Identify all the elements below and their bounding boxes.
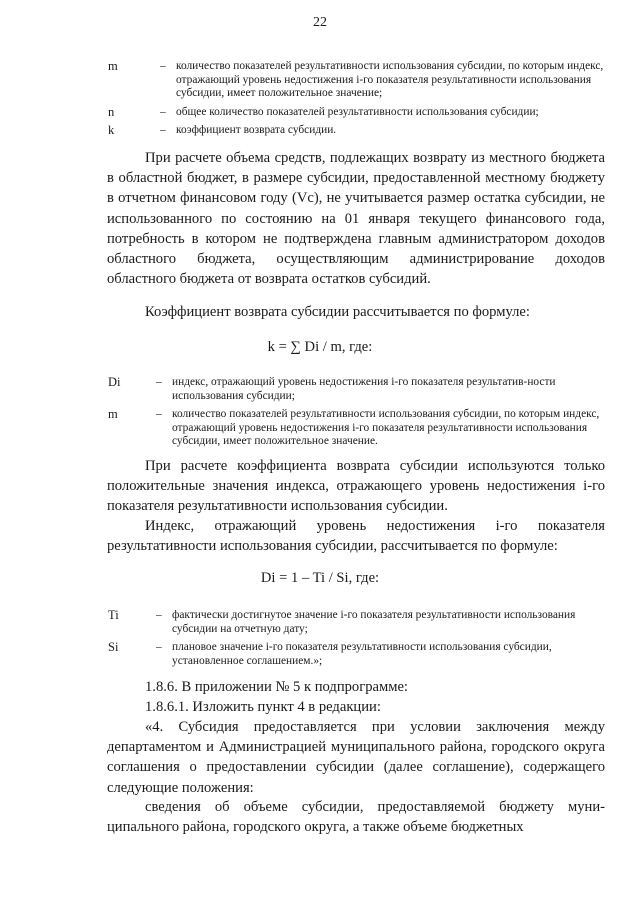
formula-d: Di = 1 – Ti / Si, где: [260, 570, 380, 586]
definition-text: плановое значение i-го показателя результативности использования субсидии, установленное соглашением.»; [172, 641, 552, 667]
definition-ti [108, 609, 608, 636]
paragraph-4 [107, 717, 605, 798]
definition-text: общее количество показателей результативности использования субсидии; [176, 106, 539, 118]
paragraph-return-text: При расчете объема средств, подлежащих возврату из местного бюджета в областной бюджет, в размере субсидии, предоставленной местному бюджету в отчетном финансовом году (Vс), не учитывается размер остатка субсидии, не использованного по состоянию на 01 января текущего финансового года, потребность в котором не подтверждена главным администратором доходов областного бюджета, осуществляющим администрирование доходов областного бюджета от возврата остатков субсидий. [107, 150, 605, 288]
definition-di [108, 376, 608, 403]
definition-symbol: n [108, 105, 115, 119]
definition-text: индекс, отражающий уровень недостижения i-го показателя результатив-ности использования субсидии; [172, 376, 556, 402]
definition-text: фактически достигнутое значение i-го показателя результативности использования субсидии на отчетную дату; [172, 609, 576, 635]
definition-symbol: k [108, 123, 115, 137]
definition-n [108, 106, 608, 120]
definition-k [108, 124, 608, 138]
formula-k: k = ∑ Di / m, где: [267, 339, 373, 355]
definition-dash: – [156, 408, 162, 420]
item-1-8-6 [107, 677, 605, 697]
paragraph-4-text: «4. Субсидия предоставляется при условии заключения между департаментом и Администрацией муниципального района, городского округа соглашения о предоставлении субсидии (далее соглашение), содержащего следующие положения: [107, 719, 605, 796]
definition-symbol: Di [108, 375, 121, 389]
definition-si [108, 641, 608, 668]
paragraph-return [107, 148, 605, 289]
paragraph-coefficient-text: Коэффициент возврата субсидии рассчитывается по формуле: [145, 304, 530, 320]
definition-symbol: m [108, 59, 118, 73]
item-1-8-6-1 [107, 697, 605, 717]
definition-m [108, 60, 608, 101]
definition-text: количество показателей результативности использования субсидии, по которым индекс, отражающий уровень недостижения i-го показателя результативности использования субсидии, имеет положительное значение. [172, 408, 600, 447]
paragraph-index [107, 516, 605, 556]
definition-symbol: Si [108, 640, 119, 654]
page-number: 22 [313, 15, 327, 30]
item-1-8-6-text: 1.8.6. В приложении № 5 к подпрограмме: [145, 679, 408, 695]
definition-dash: – [156, 376, 162, 388]
definition-dash: – [160, 106, 166, 118]
item-1-8-6-1-text: 1.8.6.1. Изложить пункт 4 в редакции: [145, 699, 381, 715]
definition-text: количество показателей результативности использования субсидии, по которым индекс, отражающий уровень недостижения i-го показателя результативности использования субсидии, имеет положительное значение; [176, 60, 604, 99]
definition-m2 [108, 408, 608, 449]
definition-dash: – [156, 641, 162, 653]
paragraph-last [107, 797, 605, 837]
paragraph-last-text: сведения об объеме субсидии, предоставляемой бюджету муни-ципального района, городского округа, а также объеме бюджетных [107, 799, 605, 836]
definition-symbol: m [108, 407, 118, 421]
paragraph-positive [107, 456, 605, 517]
paragraph-coefficient [107, 302, 605, 322]
definition-dash: – [160, 60, 166, 72]
paragraph-positive-text: При расчете коэффициента возврата субсидии используются только положительные значения индекса, отражающего уровень недостижения i-го показателя результативности использования субсидии. [107, 458, 605, 515]
paragraph-index-text: Индекс, отражающий уровень недостижения i-го показателя результативности использования субсидии, рассчитывается по формуле: [107, 518, 605, 555]
definition-dash: – [160, 124, 166, 136]
definition-dash: – [156, 609, 162, 621]
definition-symbol: Ti [108, 608, 119, 622]
definition-text: коэффициент возврата субсидии. [176, 124, 337, 136]
